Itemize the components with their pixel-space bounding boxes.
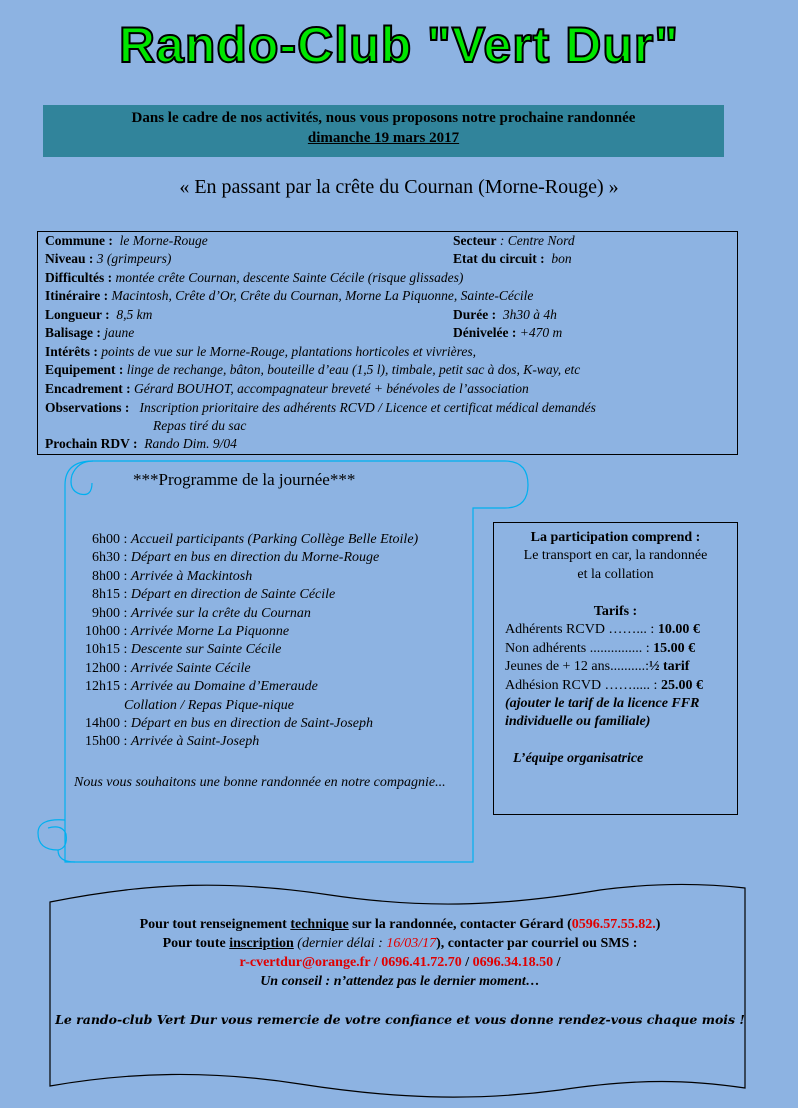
programme-title: ***Programme de la journée*** bbox=[133, 470, 356, 489]
programme-text: Arrivée Morne La Piquonne bbox=[130, 624, 290, 639]
tarif-row: Jeunes de + 12 ans..........:½ tarif bbox=[505, 659, 690, 674]
contact-line-1: Pour tout renseignement technique sur la randonnée, contacter Gérard (0596.57.55.82.) bbox=[139, 917, 661, 932]
programme-time: 10h00 bbox=[85, 624, 120, 639]
programme-item: 14h00 : Départ en bus en direction de Saint-Joseph bbox=[68, 715, 373, 733]
secteur-row: Secteur : Centre Nord bbox=[453, 233, 575, 248]
sms-phone-1[interactable]: 0696.41.72.70 bbox=[381, 955, 462, 970]
advice-line: Un conseil : n’attendez pas le dernier moment… bbox=[260, 974, 540, 989]
programme-text: Arrivée Sainte Cécile bbox=[130, 660, 251, 676]
hike-title: « En passant par la crête du Cournan (Morne-Rouge) » bbox=[179, 176, 619, 198]
rdv-row: Prochain RDV : Rando Dim. 9/04 bbox=[45, 436, 237, 451]
balisage-row: Balisage : jaune bbox=[45, 325, 135, 340]
gerard-phone[interactable]: 0596.57.55.82. bbox=[571, 917, 656, 932]
observations-row: Observations : Inscription prioritaire des adhérents RCVD / Licence et certificat médical demandés bbox=[45, 400, 596, 415]
niveau-row: Niveau : 3 (grimpeurs) bbox=[45, 251, 172, 266]
programme-item: 10h15 : Descente sur Sainte Cécile bbox=[68, 641, 281, 659]
programme-time: 12h15 bbox=[85, 679, 120, 695]
participation-box bbox=[493, 522, 738, 815]
longueur-row: Longueur : 8,5 km bbox=[45, 307, 153, 322]
programme-text: Arrivée sur la crête du Cournan bbox=[130, 605, 311, 621]
programme-time: 10h15 bbox=[85, 642, 120, 658]
contact-line-2: Pour toute inscription (dernier délai : 16/03/17), contacter par courriel ou SMS : bbox=[162, 936, 638, 951]
encadrement-row: Encadrement : Gérard BOUHOT, accompagnateur breveté + bénévoles de l’association bbox=[45, 381, 529, 396]
itineraire-row: Itinéraire : Macintosh, Crête d’Or, Crête du Cournan, Morne La Piquonne, Sainte-Cécile bbox=[45, 288, 534, 303]
programme-text: Départ en bus en direction du Morne-Rouge bbox=[130, 550, 380, 566]
programme-text: Arrivée à Mackintosh bbox=[130, 568, 253, 584]
programme-time: 9h00 bbox=[92, 605, 120, 621]
hike-details-box bbox=[37, 231, 738, 455]
programme-text: Arrivée à Saint-Joseph bbox=[130, 734, 260, 750]
banner-line: Dans le cadre de nos activités, nous vous proposons notre prochaine randonnée bbox=[131, 110, 636, 126]
programme-text: Départ en direction de Sainte Cécile bbox=[130, 587, 336, 603]
tarif-row: Adhésion RCVD ……..... : 25.00 € bbox=[505, 678, 703, 693]
equipement-row: Equipement : linge de rechange, bâton, bouteille d’eau (1,5 l), timbale, petit sac à dos, K-way, etc bbox=[45, 362, 581, 377]
licence-note: (ajouter le tarif de la licence FFR bbox=[505, 696, 700, 711]
denivelee-row: Dénivelée : +470 m bbox=[453, 325, 563, 340]
observations-row-2: Repas tiré du sac bbox=[153, 418, 247, 433]
programme-item: 8h00 : Arrivée à Mackintosh bbox=[68, 568, 252, 586]
programme-item: 12h15 : Arrivée au Domaine d’Emeraude bbox=[68, 678, 318, 696]
programme-item: 8h15 : Départ en direction de Sainte Cécile bbox=[68, 586, 335, 604]
participation-heading: La participation comprend : bbox=[530, 530, 701, 545]
programme-text: Départ en bus en direction de Saint-Joseph bbox=[130, 716, 373, 731]
contact-line-3: r-cvertdur@orange.fr / 0696.41.72.70 / 0696.34.18.50 / bbox=[239, 955, 561, 970]
page-title: Rando-Club "Vert Dur" bbox=[118, 17, 680, 73]
programme-time: 14h00 bbox=[85, 716, 120, 731]
announcement-banner bbox=[43, 105, 724, 157]
programme-time: 6h00 bbox=[92, 532, 120, 547]
tarifs-heading: Tarifs : bbox=[593, 604, 638, 619]
programme-text: Descente sur Sainte Cécile bbox=[130, 642, 282, 658]
programme-time: 6h30 bbox=[92, 550, 120, 566]
programme-item: 10h00 : Arrivée Morne La Piquonne bbox=[68, 623, 289, 641]
tarif-row: Adhérents RCVD ……... : 10.00 € bbox=[505, 622, 700, 637]
duree-row: Durée : 3h30 à 4h bbox=[453, 307, 557, 322]
commune-row: Commune : le Morne-Rouge bbox=[45, 233, 208, 248]
licence-note: individuelle ou familiale) bbox=[505, 714, 651, 729]
email-link[interactable]: r-cvertdur@orange.fr bbox=[239, 955, 371, 970]
programme-item: 9h00 : Arrivée sur la crête du Cournan bbox=[68, 605, 311, 623]
programme-text: Accueil participants (Parking Collège Belle Etoile) bbox=[130, 532, 419, 547]
programme-item: 6h00 : Accueil participants (Parking Collège Belle Etoile) bbox=[68, 531, 418, 549]
etat-row: Etat du circuit : bon bbox=[453, 251, 572, 266]
sms-phone-2[interactable]: 0696.34.18.50 bbox=[472, 955, 554, 970]
interets-row: Intérêts : points de vue sur le Morne-Rouge, plantations horticoles et vivrières, bbox=[45, 344, 477, 359]
programme-text: Collation / Repas Pique-nique bbox=[124, 697, 294, 713]
programme-text: Arrivée au Domaine d’Emeraude bbox=[130, 679, 318, 695]
participation-line: et la collation bbox=[577, 567, 654, 582]
programme-item: 15h00 : Arrivée à Saint-Joseph bbox=[68, 733, 259, 751]
programme-item bbox=[68, 697, 294, 715]
thanks-line: Le rando-club Vert Dur vous remercie de votre confiance et vous donne rendez-vous chaque mois ! bbox=[55, 1012, 745, 1027]
difficultes-row: Difficultés : montée crête Cournan, descente Sainte Cécile (risque glissades) bbox=[45, 270, 464, 285]
programme-time: 15h00 bbox=[85, 734, 120, 750]
participation-line: Le transport en car, la randonnée bbox=[523, 548, 708, 563]
banner-date: dimanche 19 mars 2017 bbox=[307, 130, 460, 146]
programme-item: 12h00 : Arrivée Sainte Cécile bbox=[68, 660, 251, 678]
tarif-row: Non adhérents ............... : 15.00 € bbox=[505, 641, 696, 656]
programme-time: 12h00 bbox=[85, 660, 120, 676]
team-signature: L’équipe organisatrice bbox=[513, 751, 644, 766]
closing-message: Nous vous souhaitons une bonne randonnée en notre compagnie... bbox=[74, 775, 446, 790]
programme-item: 6h30 : Départ en bus en direction du Morne-Rouge bbox=[68, 549, 379, 567]
programme-time: 8h15 bbox=[92, 587, 120, 603]
programme-time: 8h00 bbox=[92, 568, 120, 584]
